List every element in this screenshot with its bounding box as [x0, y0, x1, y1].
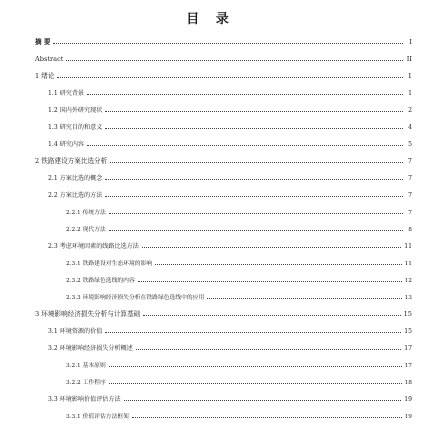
toc-entry-page: 17 [404, 363, 412, 369]
toc-entry-page: 12 [404, 278, 412, 284]
toc-entry-label: 2.3.3 环境影响经济损失分析在铁路绿色选线中的应用 [66, 295, 205, 301]
toc-entry[interactable] [48, 168, 412, 182]
toc-entry-page: 7 [408, 175, 412, 182]
dot-leader [109, 383, 402, 384]
dot-leader [124, 400, 402, 401]
toc-entry[interactable] [48, 389, 412, 403]
dot-leader [109, 213, 403, 214]
toc-entry-label: 3.1 环境资源的价值 [48, 328, 103, 335]
toc-entry-label: 3.2.2 工作程序 [66, 380, 106, 386]
toc-entry-page: 11 [404, 243, 412, 250]
toc-entry-page: 7 [407, 157, 412, 165]
dot-leader [87, 94, 403, 95]
dot-leader [105, 128, 403, 129]
toc-entry-label: 3.3.1 价值评估方法框架 [66, 414, 129, 420]
toc-entry-page: 19 [404, 396, 412, 403]
dot-leader [105, 332, 401, 333]
toc-entry-page: 19 [404, 414, 412, 420]
toc-entry[interactable] [66, 372, 412, 386]
toc-entry-page: 15 [403, 310, 412, 318]
toc-entry-page: 5 [408, 141, 412, 148]
dot-leader [109, 366, 402, 367]
toc-entry[interactable] [35, 66, 412, 80]
toc-entry[interactable] [66, 253, 412, 267]
toc-entry-page: 7 [408, 210, 412, 216]
dot-leader [207, 298, 401, 299]
dot-leader [143, 315, 400, 316]
dot-leader [105, 111, 403, 112]
toc-entry[interactable] [48, 236, 412, 250]
dot-leader [57, 77, 403, 78]
toc-entry[interactable] [48, 185, 412, 199]
toc-entry-label: 3.2 环境影响经济损失分析概述 [48, 345, 133, 352]
toc-entry-label: 2.2.1 传统方法 [66, 210, 106, 216]
toc-entry-label: 2.3 考虑环境因素的线路比选方法 [48, 243, 139, 250]
toc-title: 目 录 [186, 12, 235, 27]
toc-entry-label: 2.3.1 铁路建设对生态环境的影响 [66, 261, 153, 267]
toc-entry-label: 1.2 国内外研究现状 [48, 107, 103, 114]
dot-leader [138, 281, 402, 282]
toc-entry-label: 1.1 研究背景 [48, 90, 85, 97]
toc-entry-page: I [409, 38, 412, 46]
toc-entry-page: 11 [404, 261, 412, 267]
toc-entry[interactable] [35, 32, 412, 46]
toc-entry[interactable] [35, 304, 412, 318]
dot-leader [53, 43, 403, 44]
dot-leader [109, 230, 403, 231]
toc-entry-page: 2 [408, 107, 412, 114]
toc-entry-page: 7 [408, 192, 412, 199]
toc-entry-label: 3.3 环境影响价值评估方法 [48, 396, 121, 403]
toc-entry[interactable] [66, 355, 412, 369]
toc-entry[interactable] [48, 134, 412, 148]
toc-entry-label: 1 绪论 [35, 72, 55, 80]
toc-entry-page: 13 [404, 295, 412, 301]
dot-leader [87, 145, 403, 146]
toc-entry-label: 3 环境影响经济损失分析与计算基础 [35, 310, 141, 318]
toc-entry-label: 2.2 方案比选的方法 [48, 192, 103, 199]
toc-entry[interactable] [48, 83, 412, 97]
dot-leader [155, 264, 401, 265]
toc-entry-page: 1 [407, 72, 412, 80]
dot-leader [110, 162, 403, 163]
toc-entry[interactable] [48, 100, 412, 114]
toc-entry[interactable] [66, 219, 412, 233]
toc-entry-page: 8 [408, 227, 412, 233]
toc-entry-label: 1.3 研究目的和意义 [48, 124, 103, 131]
toc-entry-label: 1.4 研究内容 [48, 141, 85, 148]
toc-entry[interactable] [35, 151, 412, 165]
toc-entry-label: 2.3.2 铁路绿色选线的内容 [66, 278, 135, 284]
toc-entry[interactable] [66, 202, 412, 216]
toc-entry-label: 2.1 方案比选的概念 [48, 175, 103, 182]
toc-entry-page: 18 [404, 380, 412, 386]
dot-leader [136, 349, 401, 350]
toc-entry-page: 17 [404, 345, 412, 352]
toc-entry-page: 1 [408, 90, 412, 97]
toc-entry-label: 2.2.2 现代方法 [66, 227, 106, 233]
toc-entry[interactable] [66, 406, 412, 420]
toc-entry[interactable] [66, 270, 412, 284]
dot-leader [105, 179, 403, 180]
toc-entry-page: 15 [404, 328, 412, 335]
dot-leader [142, 247, 401, 248]
toc-entry-label: Abstract [35, 55, 64, 63]
toc-entry[interactable] [48, 338, 412, 352]
toc-entry[interactable] [66, 287, 412, 301]
toc-entry-label: 摘 要 [35, 38, 51, 46]
toc-entry-page: II [406, 55, 412, 63]
dot-leader [66, 60, 403, 61]
toc-entry[interactable] [35, 49, 412, 63]
toc-entry-page: 4 [408, 124, 412, 131]
dot-leader [132, 417, 402, 418]
toc-entry-label: 3.2.1 基本原则 [66, 363, 106, 369]
toc-entry[interactable] [48, 321, 412, 335]
toc-entry-label: 2 铁路建设方案比选分析 [35, 157, 108, 165]
dot-leader [105, 196, 403, 197]
toc-entry[interactable] [48, 117, 412, 131]
